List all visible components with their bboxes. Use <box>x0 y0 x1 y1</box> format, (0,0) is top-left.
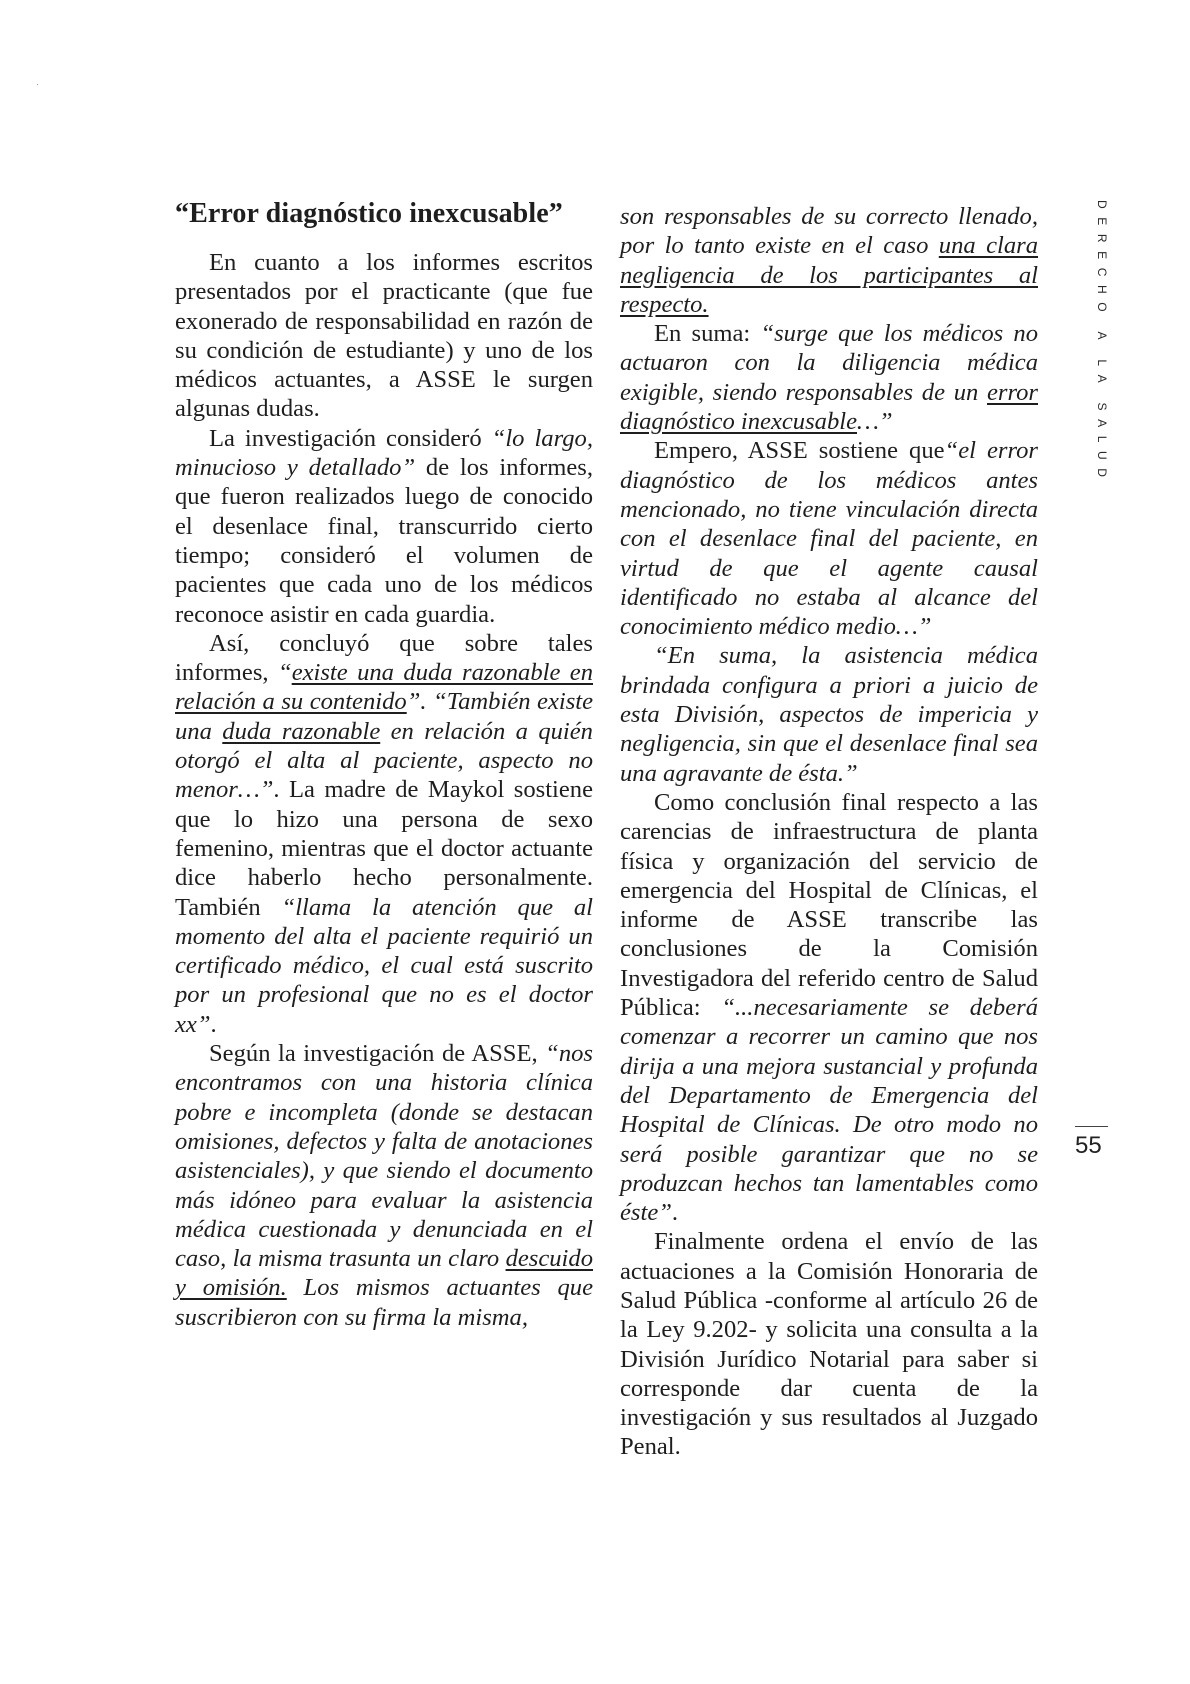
quote-run: “En suma, la asistencia médica brindada configura a priori a juicio de esta División, aspectos de impericia y negligencia, sin que el desenlace final sea una agravante de ésta.” <box>620 642 1038 787</box>
quote-run: …” <box>857 408 893 436</box>
underlined-quote: descuido y omisión. <box>175 1245 593 1302</box>
text-run: Empero, ASSE sostiene que <box>654 437 945 465</box>
paragraph-text: En cuanto a los informes escritos presentados por el practicante (que fue exonerado de responsabilidad en razón de su condición de estudiante) y uno de los médicos actuantes, a ASSE le surgen algunas dudas. <box>175 249 593 423</box>
paragraph-continuation <box>620 202 1038 319</box>
quote-run: “nos encontramos con una historia clínica pobre e incompleta (donde se destacan omisiones, defectos y falta de anotaciones asistenciales), y que siendo el documento más idóneo para evaluar la asistencia médica cuestionada y denunciada en el caso, la misma trasunta un claro <box>175 1040 593 1273</box>
quote-run: Los mismos actuantes que suscribieron con su firma la misma, <box>175 1274 593 1331</box>
page-number: 55 <box>1075 1132 1102 1159</box>
paragraph-asse-investigacion <box>175 1039 593 1332</box>
paragraph-conclusion-final <box>620 788 1038 1227</box>
quote-run: “el error diagnóstico de los médicos antes mencionado, no tiene vinculación directa con el desenlace final del paciente, en virtud de que el agente causal identificado no estaba al alcance del conocimiento médico medio…” <box>620 437 1038 641</box>
right-column <box>620 202 1038 1462</box>
text-run: En suma: <box>654 320 761 348</box>
running-header: DERECHO A LA SALUD <box>1095 200 1109 486</box>
quote-run: “ <box>278 659 292 687</box>
left-column <box>175 197 593 1332</box>
underlined-quote: existe una duda razonable en relación a su contenido <box>175 659 593 716</box>
paragraph-informes <box>175 248 593 424</box>
quote-run: “llama la atención que al momento del alta el paciente requirió un certificado médico, el cual está suscrito por un profesional que no es el doctor xx” <box>175 893 594 1038</box>
quote-run: ”. “También existe una <box>175 688 594 745</box>
paragraph-division <box>620 641 1038 787</box>
paragraph-conclusion-informes <box>175 629 593 1039</box>
text-run: . La madre de Maykol sostiene que lo hizo una persona de sexo femenino, mientras que el doctor actuante dice haberlo hecho personalmente. También <box>175 776 593 921</box>
text-run: Como conclusión final respecto a las carencias de infraestructura de planta física y organización del servicio de emergencia del Hospital de Clínicas, el informe de ASSE transcribe las conclusiones de la Comisión Investigadora del referido centro de Salud Pública: <box>620 788 1038 1022</box>
quote-run: “lo largo, minucioso y detallado” <box>175 424 593 482</box>
scan-speck <box>37 84 38 85</box>
page-number-rule <box>1075 1126 1108 1127</box>
section-title: “Error diagnóstico inexcusable” <box>175 198 563 229</box>
paragraph-finalmente <box>620 1227 1038 1461</box>
quote-run: “...necesariamente se deberá comenzar a recorrer un camino que nos dirija a una mejora sustancial y profunda del Departamento de Emergencia del Hospital de Clínicas. De otro modo no será posible garantizar que no se produzcan hechos tan lamentables como éste” <box>620 994 1038 1227</box>
text-run: . <box>210 1010 217 1038</box>
text-run: Así, concluyó que sobre tales informes, <box>175 629 593 687</box>
paragraph-investigacion <box>175 424 593 629</box>
text-run: Finalmente ordena el envío de las actuaciones a la Comisión Honoraria de Salud Pública -conforme al artículo 26 de la Ley 9.202- y solicita una consulta a la División Jurídico Notarial para saber si corresponde dar cuenta de la investigación y sus resultados al Juzgado Penal. <box>620 1228 1038 1461</box>
quote-run: “surge que los médicos no actuaron con la diligencia médica exigible, siendo responsables de un <box>620 320 1038 406</box>
text-run: La investigación consideró <box>209 424 492 452</box>
text-run: de los informes, que fueron realizados luego de conocido el desenlace final, transcurrido cierto tiempo; consideró el volumen de pacientes que cada uno de los médicos reconoce asistir en cada guardia. <box>175 454 593 628</box>
quote-run: en relación a quién otorgó el alta al paciente, aspecto no menor…” <box>175 717 593 804</box>
text-run: . <box>671 1199 679 1227</box>
underlined-quote: error diagnóstico inexcusable <box>620 378 1038 436</box>
paragraph-en-suma <box>620 319 1038 436</box>
text-run: Según la investigación de ASSE, <box>209 1040 546 1068</box>
underlined-quote: una clara negligencia de los participantes al respecto. <box>620 232 1038 318</box>
quote-run: son responsables de su correcto llenado, por lo tanto existe en el caso <box>620 203 1038 260</box>
underlined-quote: duda razonable <box>222 717 381 745</box>
quote-run <box>222 718 380 745</box>
paragraph-empero <box>620 436 1038 641</box>
